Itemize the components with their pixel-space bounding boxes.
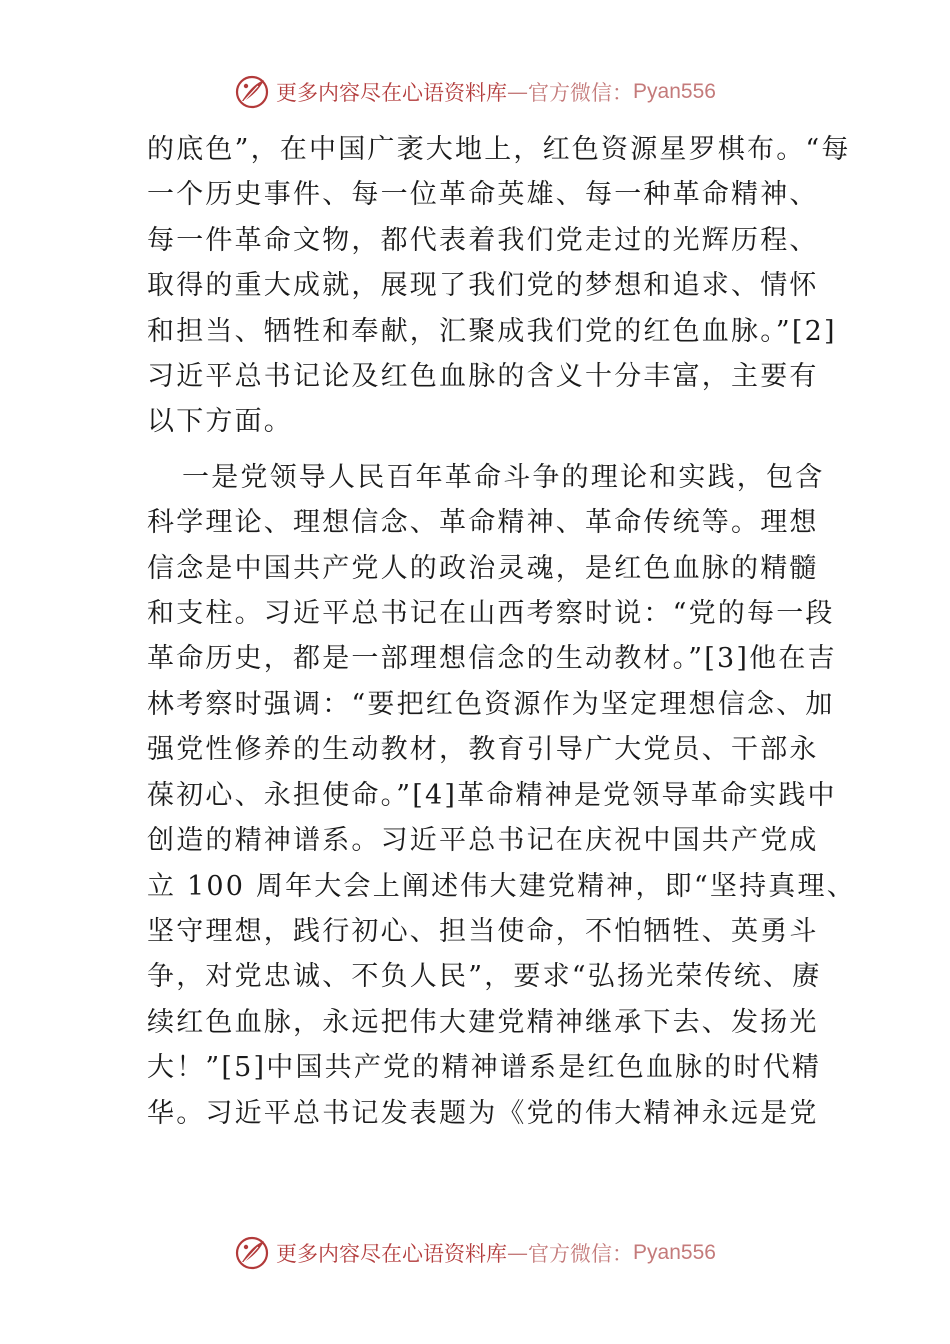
text-line: 续红色血脉，永远把伟大建党精神继承下去、发扬光	[147, 1006, 819, 1038]
text-line: 林考察时强调：“要把红色资源作为坚定理想信念、加	[147, 688, 835, 720]
feather-pen-logo-icon	[234, 74, 270, 110]
banner-wechat-label: 官方微信：	[528, 1242, 634, 1266]
banner-title: 更多内容尽在心语资料库	[276, 81, 508, 105]
document-body	[147, 127, 856, 1136]
footer-banner	[0, 1231, 950, 1275]
text-line: 取得的重大成就，展现了我们党的梦想和追求、情怀	[147, 270, 819, 302]
banner-wechat-label: 官方微信：	[528, 81, 634, 105]
paragraph-continuation	[147, 127, 851, 445]
banner-wechat-id: Pyan556	[633, 1241, 716, 1264]
banner-wechat-id: Pyan556	[633, 80, 716, 103]
text-line: 习近平总书记论及红色血脉的含义十分丰富，主要有	[147, 361, 819, 393]
paragraph-one-is	[147, 455, 856, 1136]
text-line: 强党性修养的生动教材，教育引导广大党员、干部永	[147, 734, 819, 766]
text-line: 创造的精神谱系。习近平总书记在庆祝中国共产党成	[147, 825, 819, 857]
text-line: 一个历史事件、每一位革命英雄、每一种革命精神、	[147, 179, 819, 211]
text-line: 和支柱。习近平总书记在山西考察时说：“党的每一段	[147, 598, 835, 630]
text-line: 葆初心、永担使命。”[4]革命精神是党领导革命实践中	[147, 779, 837, 811]
banner-separator: —	[507, 1241, 529, 1265]
text-line: 一是党领导人民百年革命斗争的理论和实践，包含	[182, 461, 825, 493]
text-line: 的底色”，在中国广袤大地上，红色资源星罗棋布。“每	[147, 134, 851, 165]
text-line: 和担当、牺牲和奉献，汇聚成我们党的红色血脉。”[2]	[147, 315, 837, 347]
text-line: 争，对党忠诚、不负人民”，要求“弘扬光荣传统、赓	[147, 961, 822, 993]
text-line: 每一件革命文物，都代表着我们党走过的光辉历程、	[147, 224, 819, 256]
text-line: 大！”[5]中国共产党的精神谱系是红色血脉的时代精	[147, 1052, 822, 1084]
text-line: 信念是中国共产党人的政治灵魂，是红色血脉的精髓	[147, 552, 819, 584]
header-banner	[0, 70, 950, 114]
text-line: 革命历史，都是一部理想信念的生动教材。”[3]他在吉	[147, 643, 837, 675]
banner-separator: —	[507, 80, 529, 104]
text-line: 科学理论、理想信念、革命精神、革命传统等。理想	[147, 507, 819, 539]
text-line: 华。习近平总书记发表题为《党的伟大精神永远是党	[147, 1097, 819, 1129]
text-line: 坚守理想，践行初心、担当使命，不怕牺牲、英勇斗	[147, 915, 819, 947]
text-line: 以下方面。	[147, 406, 293, 438]
feather-pen-logo-icon	[234, 1235, 270, 1271]
text-line: 立 100 周年大会上阐述伟大建党精神，即“坚持真理、	[147, 870, 856, 902]
banner-title: 更多内容尽在心语资料库	[276, 1242, 508, 1266]
